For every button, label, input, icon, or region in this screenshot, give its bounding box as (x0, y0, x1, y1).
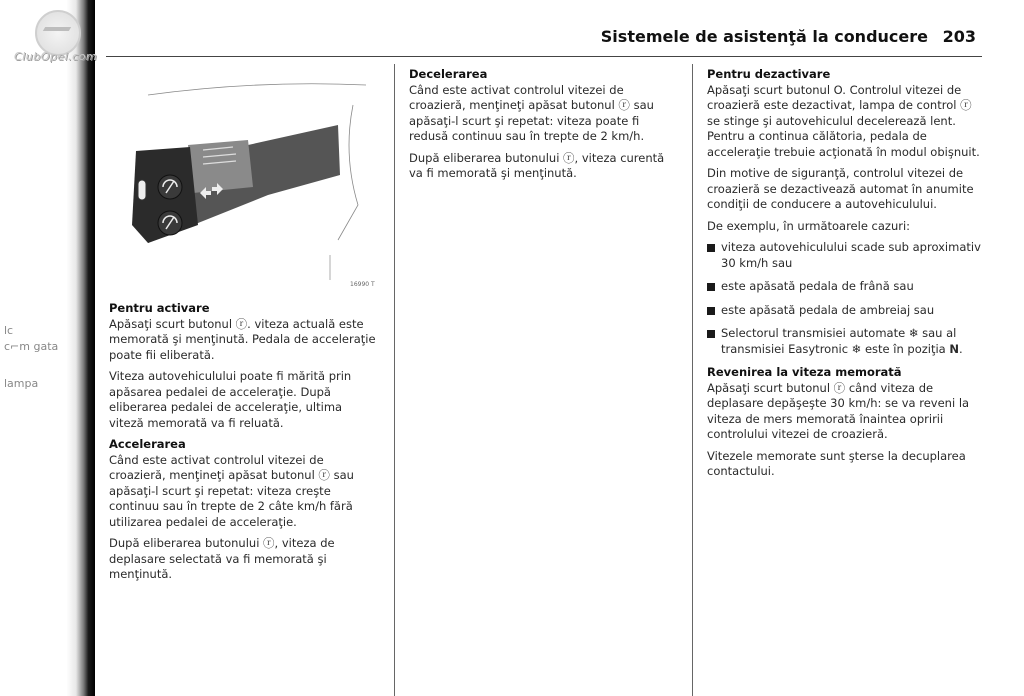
watermark-site: ClubOpel.com (14, 50, 98, 63)
heading-decelerare: Decelerarea (409, 67, 488, 81)
watermark-logo (14, 10, 106, 70)
heading-revenire: Revenirea la viteza memorată (707, 365, 902, 379)
column-divider (394, 64, 395, 696)
paragraph: Vitezele memorate sunt şterse la decuplarea contactului. (707, 448, 966, 478)
list-item: viteza autovehiculului scade sub aproximativ 30 km/h sau (707, 240, 985, 271)
column-3 (707, 67, 985, 486)
gear-position-n: N (949, 341, 960, 356)
edge-fragment: lc (4, 324, 14, 337)
edge-fragment: c⌐m gata (4, 340, 59, 353)
paragraph: Apăsaţi scurt butonul ⓡ când viteza de deplasare depăşeşte 30 km/h: se va reveni la viteza de mers memorată înaintea opririi controlului vitezei de croazieră. (707, 380, 970, 441)
list-item: este apăsată pedala de frână sau (707, 279, 985, 295)
paragraph: Din motive de siguranţă, controlul vitezei de croazieră se dezactivează automat în anumite condiţii de conducere a autovehiculului. (707, 166, 974, 211)
page-number: 203 (942, 27, 976, 46)
column-2 (409, 67, 681, 188)
list-item-text: Selectorul transmisiei automate ❄ sau al transmisiei Easytronic ❄ este în poziţia (721, 326, 957, 356)
section-title: Sistemele de asistenţă la conducere (600, 27, 928, 46)
paragraph: Apăsaţi scurt butonul O. Controlul vitezei de croazieră este dezactivat, lampa de control ⓡ se stinge şi autovehiculul decelerează lent. Pentru a continua călătoria, pedala de acceleraţie trebuie acţionată în modul obişnuit. (707, 82, 980, 159)
edge-fragment: lampa (4, 377, 39, 390)
condition-list (707, 240, 985, 357)
heading-activare: Pentru activare (109, 301, 210, 315)
heading-accelerare: Accelerarea (109, 437, 186, 451)
paragraph: Când este activat controlul vitezei de croazieră, menţineţi apăsat butonul ⓡ sau apăsaţi-l scurt şi repetat: viteza poate fi redusă continuu sau în trepte de 2 km/h. (409, 82, 654, 143)
column-1 (109, 301, 379, 589)
cruise-control-stalk-illustration (108, 75, 386, 290)
paragraph: Când este activat controlul vitezei de croazieră, menţineţi apăsat butonul ⓡ sau apăsaţi-l scurt şi repetat: viteza creşte continuu sau în trepte de 2 câte km/h fără utilizarea pedalei de acceleraţie. (109, 452, 354, 529)
figure-caption: 16990 T (350, 281, 375, 288)
paragraph: De exemplu, în următoarele cazuri: (707, 218, 911, 233)
list-item: este apăsată pedala de ambreiaj sau (707, 303, 985, 319)
list-item (707, 326, 985, 357)
list-item-end: . (959, 341, 963, 356)
header-rule (106, 56, 982, 57)
paragraph: Viteza autovehiculului poate fi mărită prin apăsarea pedalei de acceleraţie. După eliberarea pedalei de acceleraţie, ultima viteză memorată va fi reluată. (109, 369, 352, 430)
lightning-bolt-icon (43, 27, 71, 31)
paragraph: Apăsaţi scurt butonul ⓡ. viteza actuală este memorată şi menţinută. Pedala de acceleraţie poate fii eliberată. (109, 316, 376, 362)
paragraph: După eliberarea butonului ⓡ, viteza curentă va fi memorată şi menţinută. (409, 150, 665, 180)
paragraph: După eliberarea butonului ⓡ, viteza de deplasare selectată va fi memorată şi menţinută. (109, 536, 335, 581)
heading-dezactivare: Pentru dezactivare (707, 67, 831, 81)
column-divider (692, 64, 693, 696)
